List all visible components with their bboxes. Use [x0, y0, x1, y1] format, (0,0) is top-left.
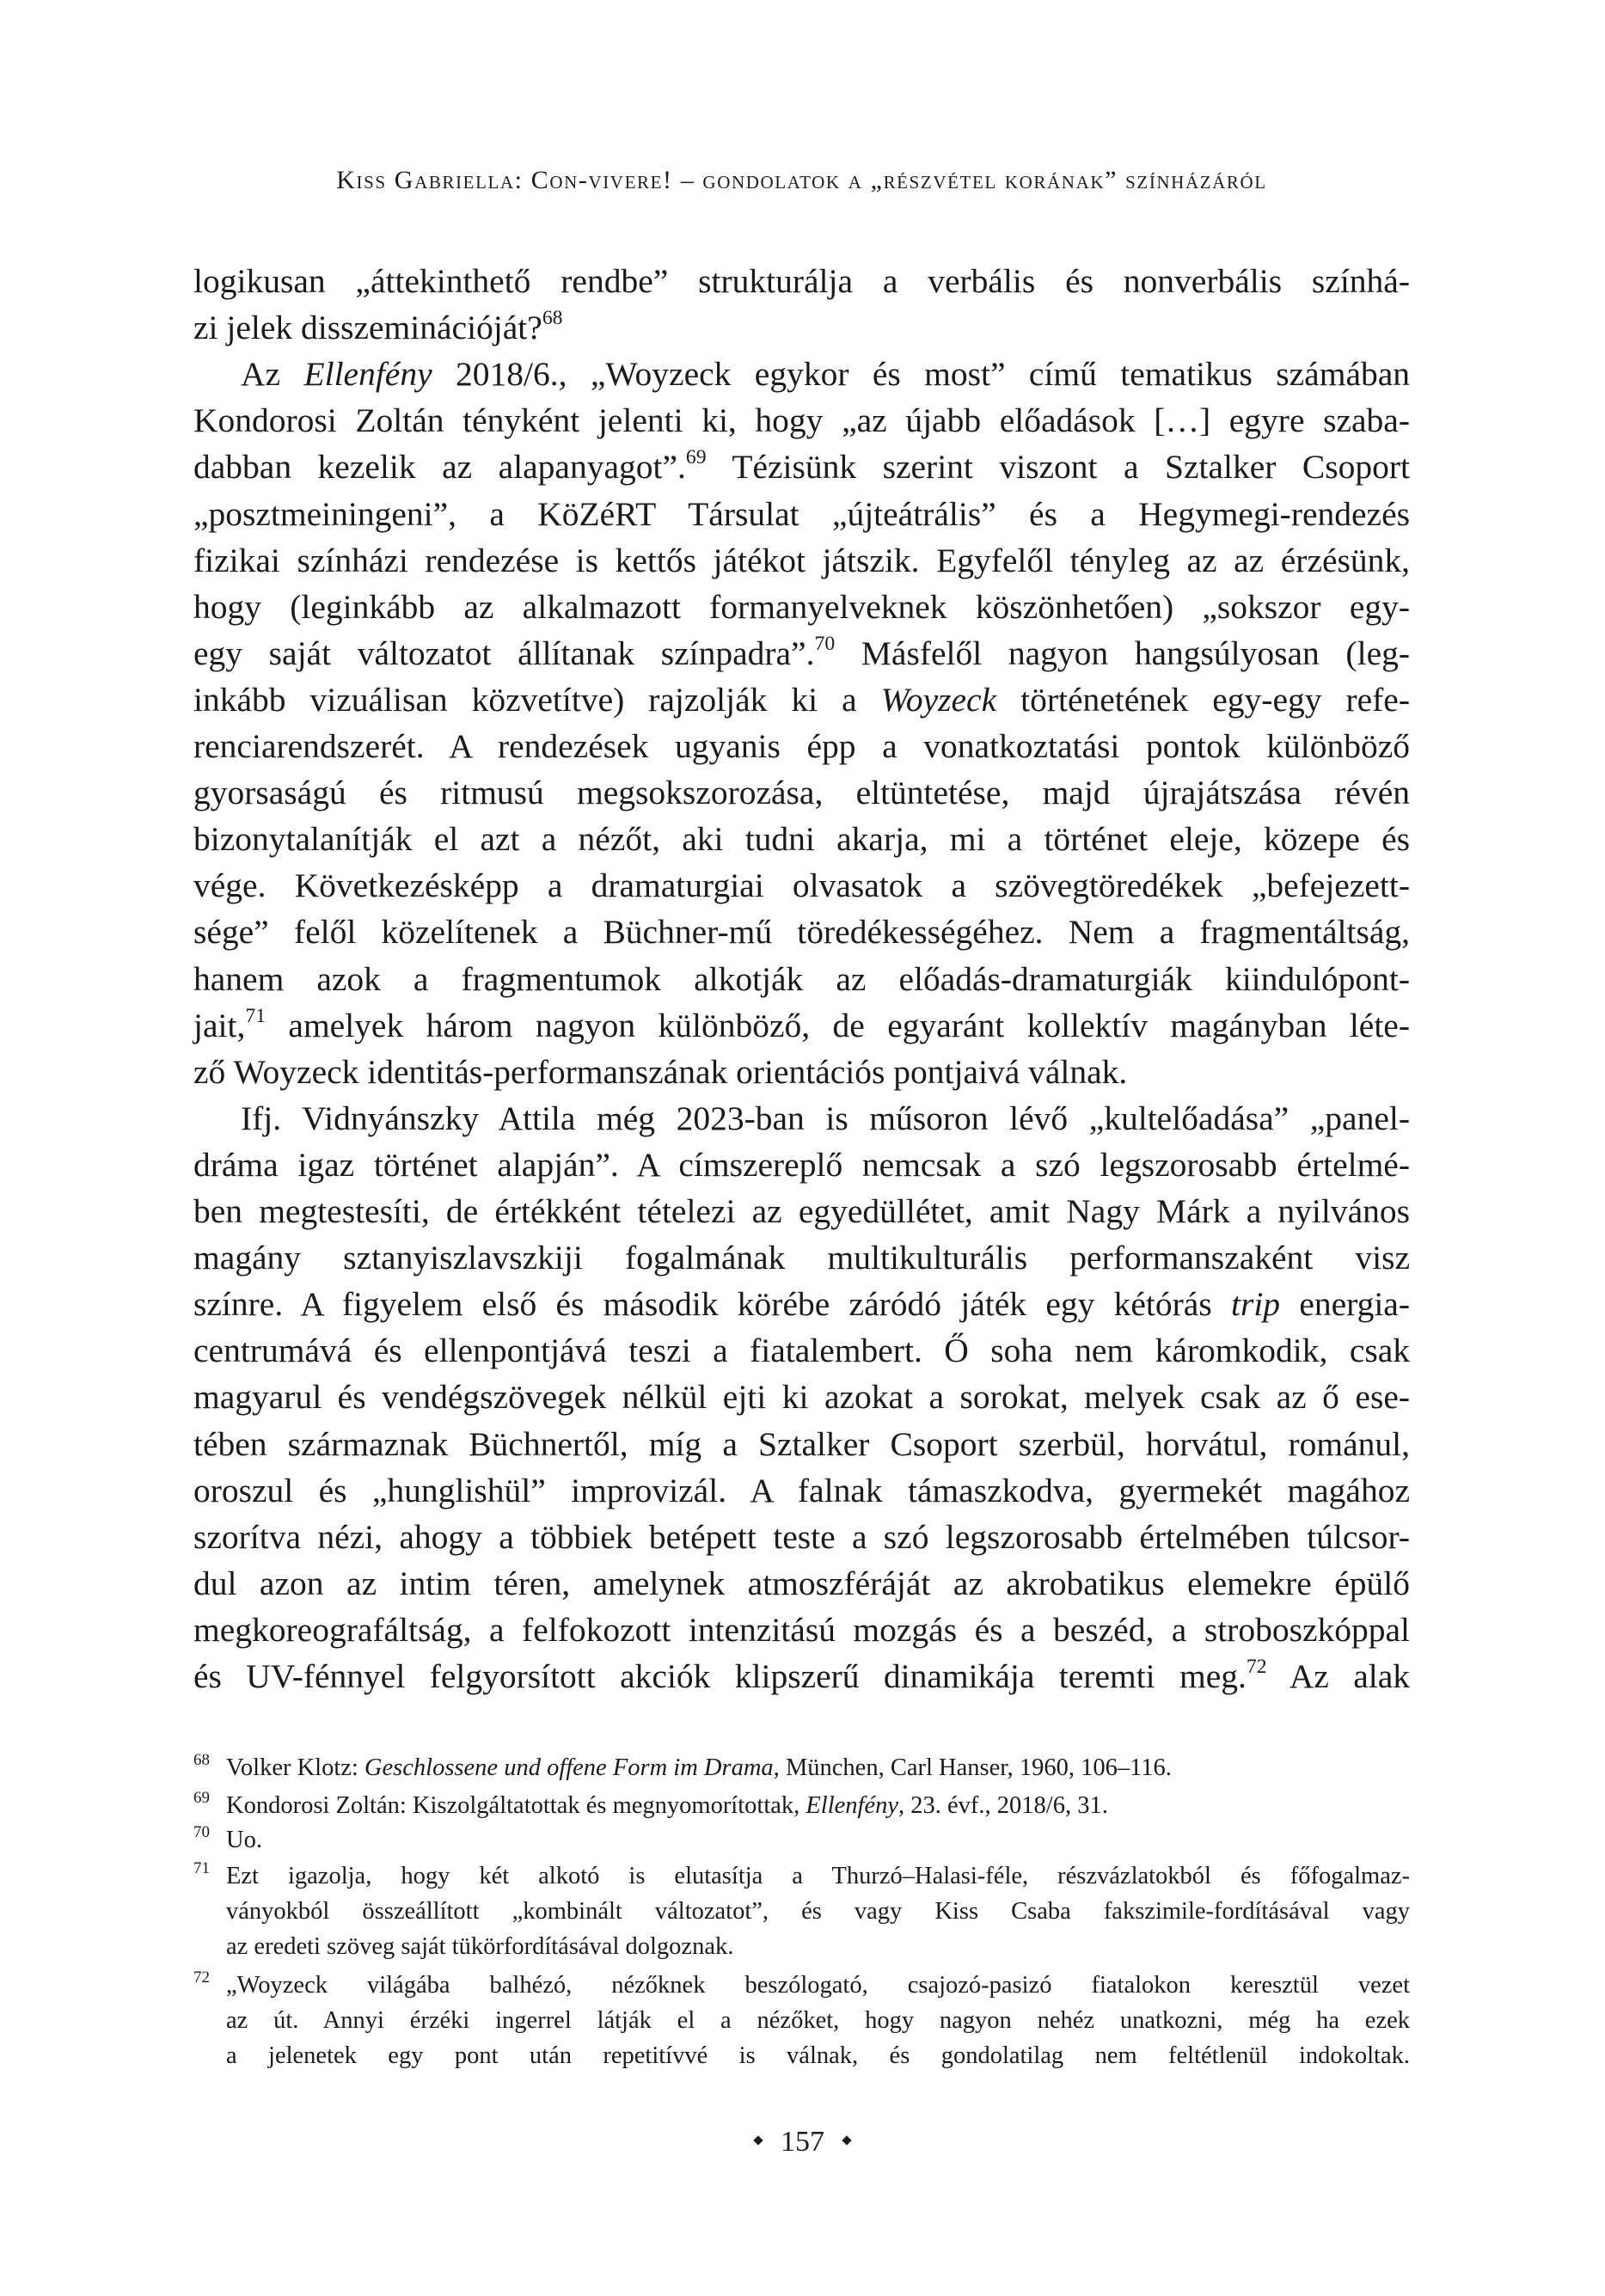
text-line: [193, 862, 1410, 909]
text-run: logikusan „áttekinthető rendbe” strukturálja a verbális és nonverbális színhá-: [193, 262, 1410, 300]
text-line: [193, 723, 1410, 769]
footnote-line: [226, 2003, 1410, 2038]
text-line: [193, 537, 1410, 584]
text-run: Ezt igazolja, hogy két alkotó is elutasítja a Thurzó–Halasi-féle, részvázlatokból és főfogalmaz-: [226, 1863, 1410, 1889]
text-line: [193, 491, 1410, 537]
italic-text: trip: [1230, 1285, 1281, 1324]
text-line: [193, 444, 1410, 490]
text-line: [193, 1095, 1410, 1142]
page-number: 157: [781, 2126, 824, 2158]
text-line: [193, 1467, 1410, 1514]
text-run: sége” felől közelítenek a Büchner-mű töredékességéhez. Nem a fragmentáltság,: [193, 913, 1410, 952]
footnote-reference: 72: [1246, 1655, 1267, 1678]
text-run: oroszul és „hunglishül” improvizál. A falnak támaszkodva, gyermekét magához: [193, 1471, 1410, 1509]
text-line: [193, 1281, 1410, 1327]
text-run: történetének egy-egy refe-: [996, 680, 1410, 719]
footnote-line: [226, 1968, 1410, 2003]
footnote-number-label: 71: [193, 1859, 210, 1877]
text-line: [193, 1142, 1410, 1188]
text-run: dul azon az intim téren, amelynek atmoszféráját az akrobatikus elemekre épülő: [193, 1564, 1410, 1602]
footnote-number-label: 72: [193, 1968, 210, 1987]
text-run: Uo.: [226, 1827, 262, 1853]
footnote-number-label: 70: [193, 1823, 210, 1841]
italic-text: Ellenfény: [806, 1792, 899, 1819]
text-run: centrumává és ellenpontjává teszi a fiatalembert. Ő soha nem káromkodik, csak: [193, 1332, 1410, 1370]
text-line: [193, 584, 1410, 630]
text-run: , 23. évf., 2018/6, 31.: [898, 1792, 1108, 1819]
footnote-reference: 68: [542, 307, 563, 330]
text-run: bizonytalanítják el azt a nézőt, aki tudni akarja, mi a történet eleje, közepe és: [193, 820, 1410, 859]
text-run: magyarul és vendégszövegek nélkül ejti ki azokat a sorokat, melyek csak az ő ese-: [193, 1378, 1410, 1417]
text-run: vége. Következésképp a dramaturgiai olvasatok a szövegtöredékek „befejezett-: [193, 866, 1410, 905]
text-run: színre. A figyelem első és második körébe záródó játék egy kétórás: [193, 1285, 1231, 1324]
footnote-number: [193, 1822, 219, 1858]
text-run: amelyek három nagyon különböző, de egyaránt kollektív magányban léte-: [266, 1006, 1410, 1044]
footnote-reference: 69: [685, 446, 707, 469]
page-folio: [0, 2123, 1605, 2161]
text-run: tében származnak Büchnertől, míg a Sztalker Csoport szerbül, horvátul, románul,: [193, 1424, 1410, 1463]
footnote-line: [226, 1822, 1410, 1858]
footnote-reference: 70: [814, 632, 836, 655]
text-run: hogy (leginkább az alkalmazott formanyelveknek köszönhetően) „sokszor egy-: [193, 587, 1410, 626]
text-run: Az: [241, 355, 304, 394]
footnote-line: [226, 1858, 1410, 1894]
text-line: [193, 956, 1410, 1002]
text-line: [193, 1514, 1410, 1560]
text-run: Másfelől nagyon hangsúlyosan (leg-: [835, 634, 1410, 672]
running-head: Kiss Gabriella: Con-vivere! – gondolatok a „részvétel korának” színházáról: [336, 166, 1267, 194]
text-line: [193, 351, 1410, 397]
text-run: Tézisünk szerint viszont a Sztalker Csoport: [706, 448, 1410, 487]
italic-text: Woyzeck: [880, 680, 997, 719]
text-run: „posztmeiningeni”, a KöZéRT Társulat „újteátrális” és a Hegymegi-rendezés: [193, 494, 1410, 533]
footnote-line: [226, 1929, 1410, 1964]
text-run: jait,: [193, 1006, 246, 1044]
text-line: [193, 769, 1410, 816]
text-line: [193, 1327, 1410, 1374]
text-line: [193, 1188, 1410, 1234]
text-line: [193, 258, 1410, 304]
diamond-ornament-icon: [842, 2136, 851, 2146]
footnote-number: [193, 1858, 219, 1894]
footnote-number-label: 69: [193, 1789, 210, 1807]
text-line: [193, 909, 1410, 955]
text-line: [193, 1653, 1410, 1699]
text-run: fizikai színházi rendezése is kettős játékot játszik. Egyfelől tényleg az az érzésünk,: [193, 541, 1410, 579]
text-run: „Woyzeck világába balhézó, nézőknek beszólogató, csajozó-pasizó fiatalokon keresztül vezet: [226, 1972, 1410, 1999]
text-line: [193, 630, 1410, 677]
text-run: magány sztanyiszlavszkiji fogalmának multikulturális performanszaként visz: [193, 1239, 1410, 1277]
text-run: Kondorosi Zoltán tényként jelenti ki, hogy „az újabb előadások […] egyre szaba-: [193, 401, 1410, 440]
footnote-line: [226, 1750, 1410, 1785]
text-run: 2018/6., „Woyzeck egykor és most” című tematikus számában: [432, 355, 1411, 394]
text-run: ványokból összeállított „kombinált változatot”, és vagy Kiss Csaba fakszimile-fordításával vagy: [226, 1898, 1410, 1925]
text-line: [193, 1607, 1410, 1653]
text-line: [193, 816, 1410, 862]
footnote-number: [193, 1968, 219, 2003]
text-run: dráma igaz történet alapján”. A címszereplő nemcsak a szó legszorosabb értelmé-: [193, 1145, 1410, 1184]
text-run: München, Carl Hanser, 1960, 106–116.: [779, 1754, 1172, 1781]
diamond-ornament-icon: [753, 2136, 763, 2146]
text-run: és UV-fénnyel felgyorsított akciók klipszerű dinamikája teremti meg.: [193, 1657, 1247, 1695]
footnote-reference: 71: [245, 1004, 266, 1027]
text-run: renciarendszerét. A rendezések ugyanis épp a vonatkoztatási pontok különböző: [193, 727, 1410, 765]
text-run: megkoreografáltság, a felfokozott intenzitású mozgás és a beszéd, a stroboszkóppal: [193, 1610, 1410, 1649]
italic-text: Geschlossene und offene Form im Drama,: [364, 1754, 780, 1781]
text-run: a jelenetek egy pont után repetitívvé is válnak, és gondolatilag nem feltétlenül indokoltak.: [226, 2042, 1410, 2069]
text-run: energia-: [1280, 1285, 1410, 1324]
text-run: ző Woyzeck identitás-performanszának orientációs pontjaivá válnak.: [193, 1052, 1128, 1091]
text-run: gyorsaságú és ritmusú megsokszorozása, eltüntetése, majd újrajátszása révén: [193, 774, 1410, 812]
text-line: [193, 1234, 1410, 1281]
text-line: [193, 1421, 1410, 1467]
text-run: Volker Klotz:: [226, 1754, 364, 1781]
footnote-number: [193, 1750, 219, 1785]
footnote-line: [226, 1788, 1410, 1823]
text-run: Az alak: [1266, 1657, 1410, 1695]
text-line: [193, 1049, 1410, 1095]
text-run: zi jelek disszeminációját?: [193, 309, 542, 347]
text-run: ben megtestesíti, de értékként tételezi az egyedüllétet, amit Nagy Márk a nyilvános: [193, 1192, 1410, 1230]
text-run: inkább vizuálisan közvetítve) rajzolják ki a: [193, 680, 881, 719]
text-run: az eredeti szöveg saját tükörfordításával dolgoznak.: [226, 1933, 734, 1960]
footnote-number-label: 68: [193, 1751, 210, 1769]
italic-text: Ellenfény: [303, 355, 432, 394]
text-line: [193, 1002, 1410, 1049]
text-line: [193, 1374, 1410, 1420]
text-run: az út. Annyi érzéki ingerrel látják el a nézőket, hogy nagyon nehéz unatkozni, még ha ezek: [226, 2007, 1410, 2034]
text-run: szorítva nézi, ahogy a többiek betépett teste a szó legszorosabb értelmében túlcsor-: [193, 1517, 1410, 1556]
footnote-line: [226, 2038, 1410, 2073]
footnote-number: [193, 1788, 219, 1823]
footnote-line: [226, 1894, 1410, 1929]
text-line: [193, 397, 1410, 444]
text-line: [193, 304, 1410, 351]
text-run: egy saját változatot állítanak színpadra”.: [193, 634, 815, 672]
text-run: Ifj. Vidnyánszky Attila még 2023-ban is műsoron lévő „kultelőadása” „panel-: [241, 1099, 1410, 1137]
text-run: dabban kezelik az alapanyagot”.: [193, 448, 686, 487]
text-line: [193, 1560, 1410, 1607]
text-line: [193, 677, 1410, 723]
text-run: hanem azok a fragmentumok alkotják az előadás-dramaturgiák kiindulópont-: [193, 959, 1410, 998]
text-run: Kondorosi Zoltán: Kiszolgáltatottak és megnyomorítottak,: [226, 1792, 806, 1819]
